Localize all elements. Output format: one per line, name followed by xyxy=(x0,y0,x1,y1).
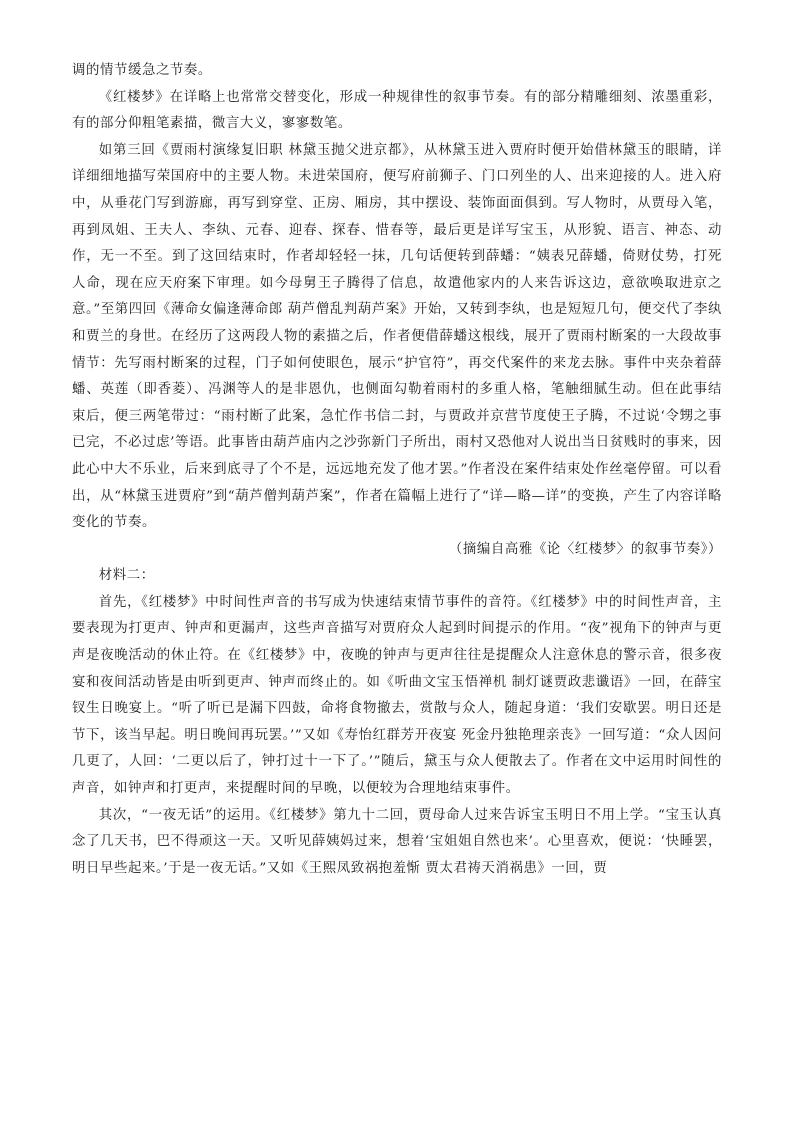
document-page xyxy=(72,58,722,882)
paragraph-narrative-rhythm: 《红楼梦》在详略上也常常交替变化，形成一种规律性的叙事节奏。有的部分精雕细刻、浓墨重彩，有的部分仰粗笔素描，微言大义，寥寥数笔。 xyxy=(72,89,722,132)
material-two-heading: 材料二： xyxy=(98,568,155,584)
paragraph-one-night: 其次，“一夜无话”的运用。《红楼梦》第九十二回，贾母命人过来告诉宝玉明日不用上学。“宝玉认真念了几天书，巴不得顽这一天。又听见薛姨妈过来，想着‘宝姐姐自然也来’。心里喜欢，便说：‘快睡罢，明日早些起来。’于是一夜无话。”又如《王熙凤致祸抱羞惭 贾太君祷天消祸患》一回，贾 xyxy=(72,807,722,876)
paragraph-continuation: 调的情节缓急之节奏。 xyxy=(72,63,212,78)
paragraph-chapter-example: 如第三回《贾雨村演缘复旧职 林黛玉抛父进京都》，从林黛玉进入贾府时便开始借林黛玉的眼睛，详详细细地描写荣国府中的主要人物。未进荣国府，便写府前狮子、门口列坐的人、出来迎接的人。进入府中，从垂花门写到游廊，再写到穿堂、正房、厢房，其中摆设、装饰面面俱到。写人物时，从贾母入笔，再到凤姐、王夫人、李纨、元春、迎春、探春、惜春等，最后更是详写宝玉，从形貌、语言、神态、动作，无一不至。到了这回结束时，作者却轻轻一抹，几句话便转到薛蟠：“姨表兄薛蟠，倚财仗势，打死人命，现在应天府案下审理。如今母舅王子腾得了信息，故遣他家内的人来告诉这边，意欲唤取进京之意。”至第四回《薄命女偏逢薄命郎 葫芦僧乱判葫芦案》开始，又转到李纨，也是短短几句，便交代了李纨和贾兰的身世。在经历了这两段人物的素描之后，作者便借薛蟠这根线，展开了贾雨村断案的一大段故事情节：先写雨村断案的过程，门子如何使眼色，展示“护官符”，再交代案件的来龙去脉。事件中夹杂着薛蟠、英莲（即香菱）、冯渊等人的是非恩仇，也侧面勾勒着雨村的多重人格，笔触细腻生动。但在此事结束后，便三两笔带过：“雨村断了此案，急忙作书信二封，与贾政并京营节度使王子腾，不过说‘令甥之事已完，不必过虑’等语。此事皆由葫芦庙内之沙弥新门子所出，雨村又恐他对人说出当日贫贱时的事来，因此心中大不乐业，后来到底寻了个不是，远远地充发了他才罢。”作者没在案件结束处作丝毫停留。可以看出，从“林黛玉进贾府”到“葫芦僧判葫芦案”，作者在篇幅上进行了“详—略—详”的变换，产生了内容详略变化的节奏。 xyxy=(72,142,722,531)
paragraph-time-sounds: 首先，《红楼梦》中时间性声音的书写成为快速结束情节事件的音符。《红楼梦》中的时间性声音，主要表现为打更声、钟声和更漏声，这些声音描写对贾府众人起到时间提示的作用。“夜”视角下的钟声与更声是夜晚活动的休止符。在《红楼梦》中，夜晚的钟声与更声往往是提醒众人注意休息的警示音，很多夜宴和夜间活动皆是由听到更声、钟声而终止的。如《听曲文宝玉悟禅机 制灯谜贾政悲谶语》一回，在薛宝钗生日晚宴上。“听了听已是漏下四鼓，命将食物撤去，赏散与众人，随起身道：‘我们安歇罢。明日还是节下，该当早起。明日晚间再玩罢。’”又如《寿怡红群芳开夜宴 死金丹独艳理亲丧》一回写道：“众人因问几更了，人回：‘二更以后了，钟打过十一下了。’”随后，黛玉与众人便散去了。作者在文中运用时间性的声音，如钟声和打更声，来提醒时间的早晚，以便较为合理地结束事件。 xyxy=(72,594,722,797)
source-citation: （摘编自高雅《论〈红楼梦〉的叙事节奏》） xyxy=(448,541,722,557)
